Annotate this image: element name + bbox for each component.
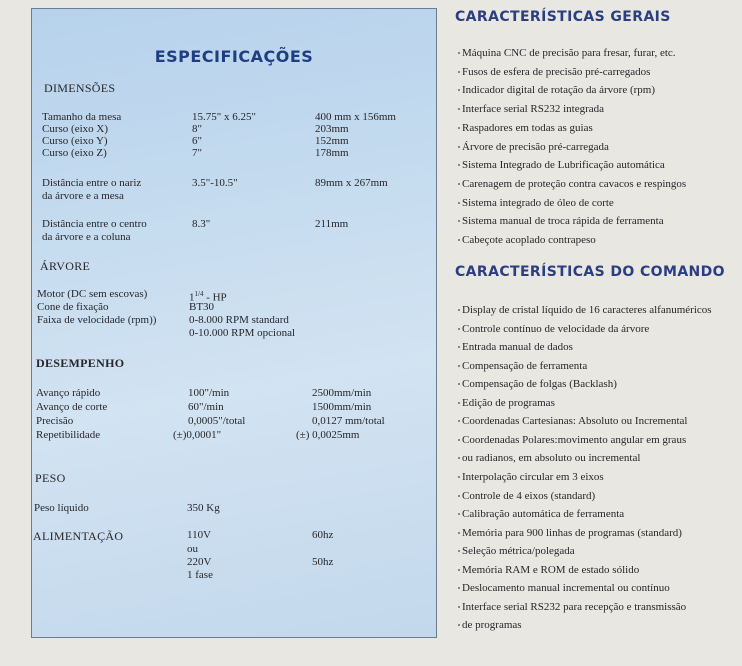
bullet-icon <box>458 365 460 367</box>
precision-imperial: 0,0005"/total <box>188 415 246 427</box>
nose-distance-imperial: 3.5"-10.5" <box>192 177 238 189</box>
feature-item-text: Compensação de folgas (Backlash) <box>462 378 617 391</box>
speed-range-label: Faixa de velocidade (rpm)) <box>37 314 157 326</box>
net-weight-label: Peso líquido <box>34 502 89 514</box>
bullet-icon <box>458 402 460 404</box>
feature-item-text: Controle contínuo de velocidade da árvore <box>462 322 650 335</box>
cutting-feed-metric: 1500mm/min <box>312 401 372 413</box>
bullet-icon <box>458 569 460 571</box>
bullet-icon <box>458 309 460 311</box>
feature-item <box>462 47 676 60</box>
precision-label: Precisão <box>36 415 74 427</box>
x-axis-metric: 203mm <box>315 123 349 135</box>
feature-item <box>462 84 655 97</box>
bullet-icon <box>458 239 460 241</box>
center-distance-label: Distância entre o centro <box>42 218 147 230</box>
table-size-label: Tamanho da mesa <box>42 111 122 123</box>
nose-distance-label: Distância entre o nariz <box>42 177 142 189</box>
feature-item-text: Controle de 4 eixos (standard) <box>462 489 596 502</box>
bullet-icon <box>458 532 460 534</box>
net-weight-value: 350 Kg <box>187 502 220 514</box>
feature-item-text: Coordenadas Polares:movimento angular em graus <box>462 433 687 446</box>
speed-range-value-2: 0-10.000 RPM opcional <box>189 327 296 339</box>
feature-item-text: Sistema integrado de óleo de corte <box>462 196 614 209</box>
dimensions-heading: DIMENSÕES <box>44 81 116 95</box>
voltage-110: 110V <box>187 529 212 541</box>
feature-item <box>462 619 522 632</box>
speed-range-value-1: 0-8.000 RPM standard <box>189 314 289 326</box>
feature-item <box>462 178 686 191</box>
bullet-icon <box>458 71 460 73</box>
feature-item-text: ou radianos, em absoluto ou incremental <box>462 452 641 465</box>
feature-item-text: Coordenadas Cartesianas: Absoluto ou Incremental <box>462 415 688 428</box>
x-axis-imperial: 8" <box>192 123 202 135</box>
bullet-icon <box>458 495 460 497</box>
feature-item-text: Compensação de ferramenta <box>462 359 588 372</box>
center-distance-imperial: 8.3" <box>192 218 211 230</box>
feature-item-text: Interface serial RS232 integrada <box>462 103 605 116</box>
table-size-metric: 400 mm x 156mm <box>315 111 396 123</box>
feature-item <box>462 341 573 354</box>
bullet-icon <box>458 457 460 459</box>
center-distance-label-2: da árvore e a coluna <box>42 231 131 243</box>
feature-item-text: Indicador digital de rotação da árvore (rpm) <box>462 84 656 97</box>
frequency-50: 50hz <box>312 556 334 568</box>
feature-item <box>462 397 555 410</box>
performance-heading: DESEMPENHO <box>36 356 125 370</box>
bullet-icon <box>458 183 460 185</box>
cone-label: Cone de fixação <box>37 301 109 313</box>
feature-item-text: Interpolação circular em 3 eixos <box>462 470 604 483</box>
nose-distance-label-2: da árvore e a mesa <box>42 190 124 202</box>
motor-value: $1^{1/4}$ - HP <box>189 290 227 304</box>
feature-item <box>462 545 575 558</box>
x-axis-label: Curso (eixo X) <box>42 123 108 135</box>
feature-item <box>462 66 650 79</box>
feature-item <box>462 452 640 465</box>
precision-metric: 0,0127 mm/total <box>312 415 385 427</box>
nose-distance-metric: 89mm x 267mm <box>315 177 388 189</box>
bullet-icon <box>458 127 460 129</box>
z-axis-imperial: 7" <box>192 147 202 159</box>
cone-value: BT30 <box>189 301 215 313</box>
feature-item <box>462 234 596 247</box>
feature-item-text: Sistema manual de troca rápida de ferramenta <box>462 215 664 228</box>
feature-item <box>462 434 686 447</box>
center-distance-metric: 211mm <box>315 218 349 230</box>
bullet-icon <box>458 550 460 552</box>
repeatability-label: Repetibilidade <box>36 429 101 441</box>
bullet-icon <box>458 108 460 110</box>
cutting-feed-label: Avanço de corte <box>36 401 108 413</box>
bullet-icon <box>458 606 460 608</box>
feature-item-text: de programas <box>462 619 522 632</box>
feature-item-text: Seleção métrica/polegada <box>462 545 575 558</box>
power-supply-heading: ALIMENTAÇÃO <box>33 529 124 543</box>
bullet-icon <box>458 383 460 385</box>
table-size-imperial: 15.75" x 6.25" <box>192 111 256 123</box>
feature-item <box>462 508 624 521</box>
feature-item-text: Carenagem de proteção contra cavacos e respingos <box>462 177 687 190</box>
z-axis-label: Curso (eixo Z) <box>42 147 107 159</box>
feature-item-text: Máquina CNC de precisão para fresar, furar, etc. <box>462 47 676 59</box>
weight-heading: PESO <box>35 471 66 485</box>
feature-item <box>462 215 664 228</box>
bullet-icon <box>458 220 460 222</box>
bullet-icon <box>458 89 460 91</box>
voltage-220: 220V <box>187 556 212 568</box>
feature-item-text: Memória para 900 linhas de programas (standard) <box>462 526 682 539</box>
feature-item <box>462 601 686 614</box>
feature-item-text: Entrada manual de dados <box>462 341 573 354</box>
features-column <box>455 0 742 666</box>
bullet-icon <box>458 420 460 422</box>
bullet-icon <box>458 164 460 166</box>
feature-item-text: Memória RAM e ROM de estado sólido <box>462 563 640 576</box>
specifications-title: ESPECIFICAÇÕES <box>154 47 314 66</box>
bullet-icon <box>458 52 460 54</box>
feature-item <box>462 582 670 595</box>
y-axis-label: Curso (eixo Y) <box>42 135 108 147</box>
feature-item <box>462 415 687 428</box>
feature-item-text: Interface serial RS232 para recepção e transmissão <box>462 600 687 613</box>
feature-item-text: Fusos de esfera de precisão pré-carregados <box>462 65 651 78</box>
repeatability-metric: (±) 0,0025mm <box>296 429 360 441</box>
feature-item <box>462 159 665 172</box>
bullet-icon <box>458 146 460 148</box>
feature-item <box>462 323 649 336</box>
general-features-title: CARACTERÍSTICAS GERAIS <box>455 9 671 25</box>
feature-item <box>462 360 587 373</box>
feature-item-text: Display de cristal líquido de 16 caracteres alfanuméricos <box>462 304 712 316</box>
rapid-feed-metric: 2500mm/min <box>312 387 372 399</box>
feature-item <box>462 564 639 577</box>
feature-item <box>462 141 609 154</box>
bullet-icon <box>458 624 460 626</box>
motor-label: Motor (DC sem escovas) <box>37 288 148 300</box>
bullet-icon <box>458 476 460 478</box>
rapid-feed-label: Avanço rápido <box>36 387 101 399</box>
single-phase: 1 fase <box>187 569 213 581</box>
control-features-title: CARACTERÍSTICAS DO COMANDO <box>455 264 725 280</box>
feature-item-text: Raspadores em todas as guias <box>462 121 593 134</box>
feature-item-text: Sistema Integrado de Lubrificação automática <box>462 159 665 172</box>
feature-item <box>462 122 593 135</box>
bullet-icon <box>458 587 460 589</box>
feature-item <box>462 197 614 210</box>
bullet-icon <box>458 346 460 348</box>
feature-item-text: Calibração automática de ferramenta <box>462 508 625 521</box>
frequency-60: 60hz <box>312 529 334 541</box>
feature-item-text: Árvore de precisão pré-carregada <box>462 140 609 153</box>
bullet-icon <box>458 328 460 330</box>
y-axis-imperial: 6" <box>192 135 202 147</box>
bullet-icon <box>458 513 460 515</box>
bullet-icon <box>458 439 460 441</box>
feature-item <box>462 103 604 116</box>
feature-item <box>462 471 604 484</box>
feature-item <box>462 304 712 317</box>
feature-item-text: Cabeçote acoplado contrapeso <box>462 234 596 246</box>
voltage-or: ou <box>187 543 198 555</box>
y-axis-metric: 152mm <box>315 135 349 147</box>
repeatability-imperial: (±)0,0001" <box>173 429 222 441</box>
feature-item-text: Deslocamento manual incremental ou contínuo <box>462 582 670 595</box>
spindle-heading: ÁRVORE <box>40 259 91 273</box>
feature-item <box>462 378 617 391</box>
feature-item-text: Edição de programas <box>462 396 555 409</box>
rapid-feed-imperial: 100"/min <box>188 387 230 399</box>
specifications-panel <box>31 8 437 638</box>
feature-item <box>462 527 682 540</box>
cutting-feed-imperial: 60"/min <box>188 401 224 413</box>
bullet-icon <box>458 202 460 204</box>
feature-item <box>462 490 595 503</box>
z-axis-metric: 178mm <box>315 147 349 159</box>
